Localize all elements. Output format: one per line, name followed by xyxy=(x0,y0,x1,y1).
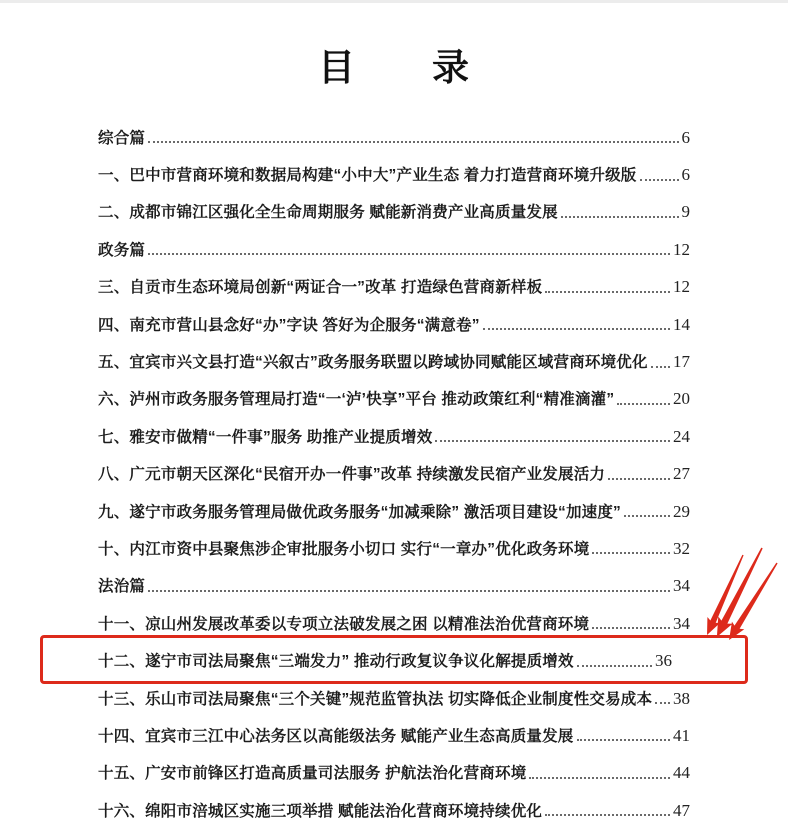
toc-entry-page: 6 xyxy=(681,165,690,185)
leader-dots xyxy=(624,515,670,517)
toc-list xyxy=(98,118,690,828)
toc-entry-label: 十六、绵阳市涪城区实施三项举措 赋能法治化营商环境持续优化 xyxy=(98,802,543,820)
toc-entry[interactable] xyxy=(98,417,690,454)
toc-entry-page: 27 xyxy=(673,464,690,484)
toc-entry[interactable] xyxy=(98,305,690,342)
toc-entry-page: 12 xyxy=(673,277,690,297)
toc-entry-label: 十四、宜宾市三江中心法务区以高能级法务 赋能产业生态高质量发展 xyxy=(98,727,574,745)
toc-entry-page: 12 xyxy=(673,239,690,259)
leader-dots xyxy=(545,814,670,816)
toc-entry-label: 十二、遂宁市司法局聚焦“三端发力” 推动行政复议争议化解提质增效 xyxy=(98,653,574,671)
toc-entry-label: 一、巴中市营商环境和数据局构建“小中大”产业生态 着力打造营商环境升级版 xyxy=(98,167,637,185)
toc-entry[interactable] xyxy=(98,342,690,379)
toc-entry-label: 十五、广安市前锋区打造高质量司法服务 护航法治化营商环境 xyxy=(98,765,527,783)
leader-dots xyxy=(529,777,670,779)
toc-entry-page: 14 xyxy=(673,314,690,334)
toc-entry[interactable] xyxy=(98,791,690,828)
toc-entry[interactable] xyxy=(98,380,690,417)
toc-entry[interactable] xyxy=(98,641,690,678)
leader-dots xyxy=(435,440,670,442)
toc-section-header[interactable] xyxy=(98,230,690,267)
toc-section-header[interactable] xyxy=(98,118,690,155)
toc-entry-page: 29 xyxy=(673,501,690,521)
toc-entry-label: 政务篇 xyxy=(98,241,146,259)
leader-dots xyxy=(561,216,679,218)
toc-entry-label: 七、雅安市做精“一件事”服务 助推产业提质增效 xyxy=(98,428,433,446)
leader-dots xyxy=(655,702,670,704)
toc-entry[interactable] xyxy=(98,268,690,305)
toc-entry-page: 24 xyxy=(673,426,690,446)
toc-entry[interactable] xyxy=(98,492,690,529)
toc-entry[interactable] xyxy=(98,193,690,230)
toc-entry-page: 17 xyxy=(673,352,690,372)
toc-entry[interactable] xyxy=(98,679,690,716)
leader-dots xyxy=(545,291,670,293)
toc-entry-page: 47 xyxy=(673,800,690,820)
toc-entry-page: 44 xyxy=(673,763,690,783)
toc-entry-label: 十、内江市资中县聚焦涉企审批服务小切口 实行“一章办”优化政务环境 xyxy=(98,540,590,558)
toc-entry-page: 34 xyxy=(673,576,690,596)
toc-section-header[interactable] xyxy=(98,567,690,604)
toc-entry-label: 六、泸州市政务服务管理局打造“一‘泸’快享”平台 推动政策红利“精准滴灌” xyxy=(98,391,615,409)
leader-dots xyxy=(592,552,670,554)
leader-dots xyxy=(617,403,670,405)
toc-entry-label: 十一、凉山州发展改革委以专项立法破发展之困 以精准法治优营商环境 xyxy=(98,615,590,633)
toc-entry-label: 五、宜宾市兴文县打造“兴叙古”政务服务联盟以跨域协同赋能区域营商环境优化 xyxy=(98,354,648,372)
toc-entry-label: 三、自贡市生态环境局创新“两证合一”改革 打造绿色营商新样板 xyxy=(98,279,543,297)
leader-dots xyxy=(577,665,652,667)
toc-entry-label: 十三、乐山市司法局聚焦“三个关键”规范监管执法 切实降低企业制度性交易成本 xyxy=(98,690,653,708)
leader-dots xyxy=(148,253,670,255)
leader-dots xyxy=(483,328,670,330)
toc-entry-label: 四、南充市营山县念好“办”字诀 答好为企服务“满意卷” xyxy=(98,316,480,334)
leader-dots xyxy=(608,478,670,480)
leader-dots xyxy=(148,141,678,143)
toc-entry[interactable] xyxy=(98,716,690,753)
leader-dots xyxy=(577,739,670,741)
page-title: 目 录 xyxy=(318,48,470,89)
leader-dots xyxy=(592,627,670,629)
toc-entry-page: 9 xyxy=(681,202,690,222)
toc-entry-label: 法治篇 xyxy=(98,578,146,596)
toc-entry-page: 34 xyxy=(673,613,690,633)
toc-entry[interactable] xyxy=(98,604,690,641)
leader-dots xyxy=(148,590,670,592)
toc-entry-label: 综合篇 xyxy=(98,129,146,147)
toc-entry[interactable] xyxy=(98,529,690,566)
toc-entry[interactable] xyxy=(98,155,690,192)
toc-entry-page: 38 xyxy=(673,688,690,708)
red-arrows-icon xyxy=(695,541,788,653)
toc-entry-page: 36 xyxy=(655,651,672,671)
leader-dots xyxy=(640,179,679,181)
toc-entry-page: 41 xyxy=(673,725,690,745)
toc-entry-label: 二、成都市锦江区强化全生命周期服务 赋能新消费产业高质量发展 xyxy=(98,204,558,222)
toc-entry[interactable] xyxy=(98,455,690,492)
toc-entry-page: 32 xyxy=(673,538,690,558)
leader-dots xyxy=(651,366,670,368)
toc-entry-label: 九、遂宁市政务服务管理局做优政务服务“加减乘除” 激活项目建设“加速度” xyxy=(98,503,622,521)
toc-entry-page: 6 xyxy=(681,127,690,147)
toc-entry-label: 八、广元市朝天区深化“民宿开办一件事”改革 持续激发民宿产业发展活力 xyxy=(98,466,606,484)
toc-entry-page: 20 xyxy=(673,389,690,409)
toc-entry[interactable] xyxy=(98,754,690,791)
